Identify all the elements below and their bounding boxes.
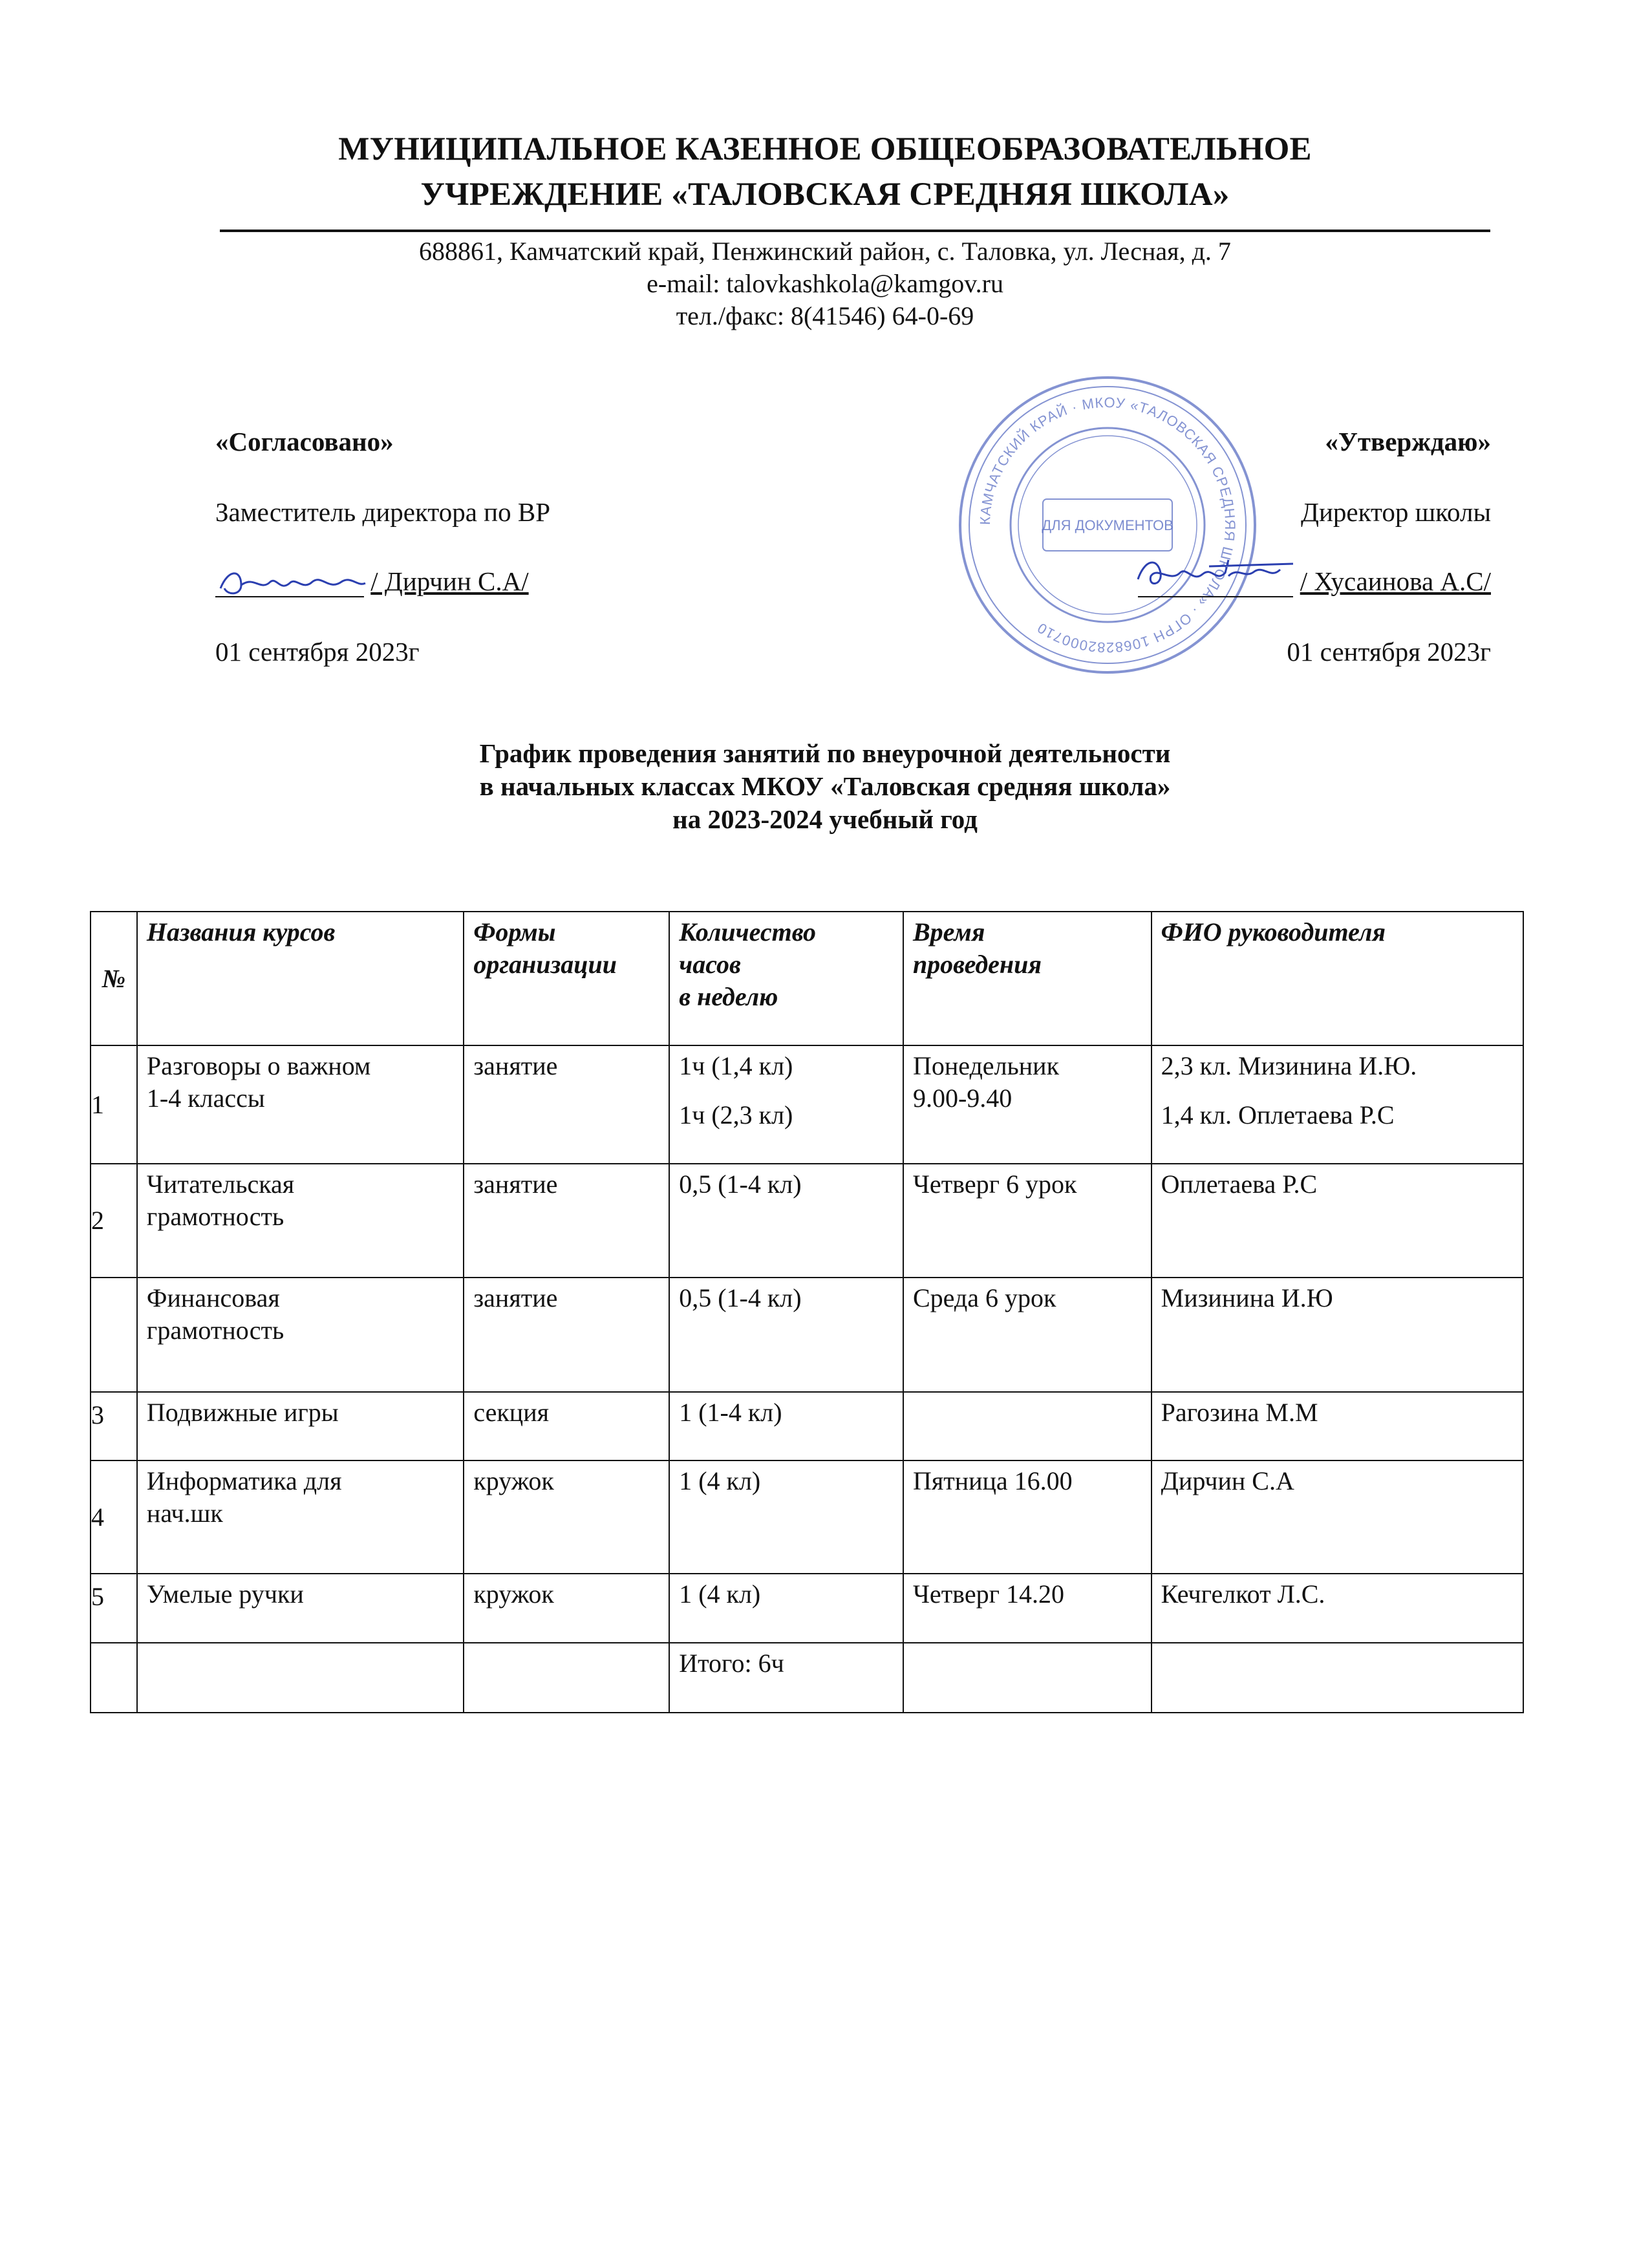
row-num: 1	[91, 1045, 137, 1164]
approval-right-date: 01 сентября 2023г	[1287, 637, 1491, 667]
row-teacher: 2,3 кл. Мизинина И.Ю. 1,4 кл. Оплетаева Р.С	[1152, 1045, 1523, 1164]
row-form: занятие	[464, 1164, 669, 1278]
row-time: Пятница 16.00	[903, 1460, 1152, 1574]
total-empty	[137, 1643, 464, 1713]
table-header-row	[91, 912, 1523, 1045]
row-hours: 1 (4 кл)	[669, 1574, 903, 1643]
signature-dirchin	[215, 562, 370, 601]
row-form: занятие	[464, 1278, 669, 1392]
header-num: №	[91, 912, 137, 1045]
school-seal-stamp	[952, 370, 1263, 680]
signature-husainova	[1131, 547, 1300, 599]
table-row	[91, 1574, 1523, 1643]
seal-center-text: ДЛЯ ДОКУМЕНТОВ	[1042, 517, 1173, 533]
table-row	[91, 1392, 1523, 1460]
approval-right-signature-line	[1138, 565, 1491, 597]
phone: тел./факс: 8(41546) 64-0-69	[676, 301, 974, 330]
approval-left-date: 01 сентября 2023г	[215, 637, 420, 667]
row-teacher: Мизинина И.Ю	[1152, 1278, 1523, 1392]
row-time: Понедельник 9.00-9.40	[903, 1045, 1152, 1164]
row-num: 4	[91, 1460, 137, 1574]
document-title-line2: в начальных классах МКОУ «Таловская средняя школа»	[479, 771, 1171, 801]
row-num: 3	[91, 1392, 137, 1460]
table-row	[91, 1045, 1523, 1164]
row-course: Читательская грамотность	[137, 1164, 464, 1278]
row-num	[91, 1278, 137, 1392]
contact-block	[0, 235, 1650, 332]
row-course: Информатика для нач.шк	[137, 1460, 464, 1574]
approval-left-heading: «Согласовано»	[215, 427, 394, 456]
row-form: занятие	[464, 1045, 669, 1164]
total-empty	[903, 1643, 1152, 1713]
header-form: Формы организации	[464, 912, 669, 1045]
document-title	[0, 737, 1650, 836]
document-title-line1: График проведения занятий по внеурочной деятельности	[479, 738, 1171, 768]
seal-ring-text: КАМЧАТСКИЙ КРАЙ · МКОУ «ТАЛОВСКАЯ СРЕДНЯЯ ШКОЛА» · ОГРН 1068282000710	[976, 394, 1239, 656]
schedule-table	[90, 911, 1524, 1713]
row-time: Четверг 14.20	[903, 1574, 1152, 1643]
row-teacher: Рагозина М.М	[1152, 1392, 1523, 1460]
row-form: кружок	[464, 1574, 669, 1643]
row-teacher: Кечгелкот Л.С.	[1152, 1574, 1523, 1643]
header-course: Названия курсов	[137, 912, 464, 1045]
row-num: 2	[91, 1164, 137, 1278]
row-teacher: Оплетаева Р.С	[1152, 1164, 1523, 1278]
total-hours: Итого: 6ч	[669, 1643, 903, 1713]
approval-left-position: Заместитель директора по ВР	[215, 497, 551, 527]
row-hours: 0,5 (1-4 кл)	[669, 1164, 903, 1278]
organization-title-line2: УЧРЕЖДЕНИЕ «ТАЛОВСКАЯ СРЕДНЯЯ ШКОЛА»	[420, 177, 1230, 213]
approval-left-signature-line	[215, 565, 529, 597]
row-course: Финансовая грамотность	[137, 1278, 464, 1392]
table-row	[91, 1164, 1523, 1278]
total-empty	[464, 1643, 669, 1713]
approval-right-heading: «Утверждаю»	[1325, 427, 1491, 456]
organization-title-line1: МУНИЦИПАЛЬНОЕ КАЗЕННОЕ ОБЩЕОБРАЗОВАТЕЛЬНОЕ	[338, 131, 1312, 167]
row-hours: 0,5 (1-4 кл)	[669, 1278, 903, 1392]
row-course: Умелые ручки	[137, 1574, 464, 1643]
document-title-line3: на 2023-2024 учебный год	[672, 804, 978, 834]
approval-right-name: / Хусаинова А.С/	[1300, 566, 1491, 596]
table-total-row	[91, 1643, 1523, 1713]
total-empty	[1152, 1643, 1523, 1713]
approval-right-position: Директор школы	[1301, 497, 1491, 527]
row-course: Подвижные игры	[137, 1392, 464, 1460]
header-divider	[220, 230, 1490, 232]
header-hours: Количество часов в неделю	[669, 912, 903, 1045]
row-num: 5	[91, 1574, 137, 1643]
row-hours: 1 (1-4 кл)	[669, 1392, 903, 1460]
address: 688861, Камчатский край, Пенжинский район, с. Таловка, ул. Лесная, д. 7	[419, 237, 1231, 266]
row-hours: 1 (4 кл)	[669, 1460, 903, 1574]
row-hours: 1ч (1,4 кл) 1ч (2,3 кл)	[669, 1045, 903, 1164]
header-teacher: ФИО руководителя	[1152, 912, 1523, 1045]
table-row	[91, 1460, 1523, 1574]
approval-left-name: / Дирчин С.А/	[370, 566, 529, 596]
header-time: Время проведения	[903, 912, 1152, 1045]
row-time	[903, 1392, 1152, 1460]
row-form: кружок	[464, 1460, 669, 1574]
row-time: Среда 6 урок	[903, 1278, 1152, 1392]
organization-title	[0, 127, 1650, 217]
row-form: секция	[464, 1392, 669, 1460]
email: e-mail: talovkashkola@kamgov.ru	[647, 269, 1003, 298]
table-row	[91, 1278, 1523, 1392]
row-course: Разговоры о важном 1-4 классы	[137, 1045, 464, 1164]
row-time: Четверг 6 урок	[903, 1164, 1152, 1278]
row-teacher: Дирчин С.А	[1152, 1460, 1523, 1574]
total-empty	[91, 1643, 137, 1713]
